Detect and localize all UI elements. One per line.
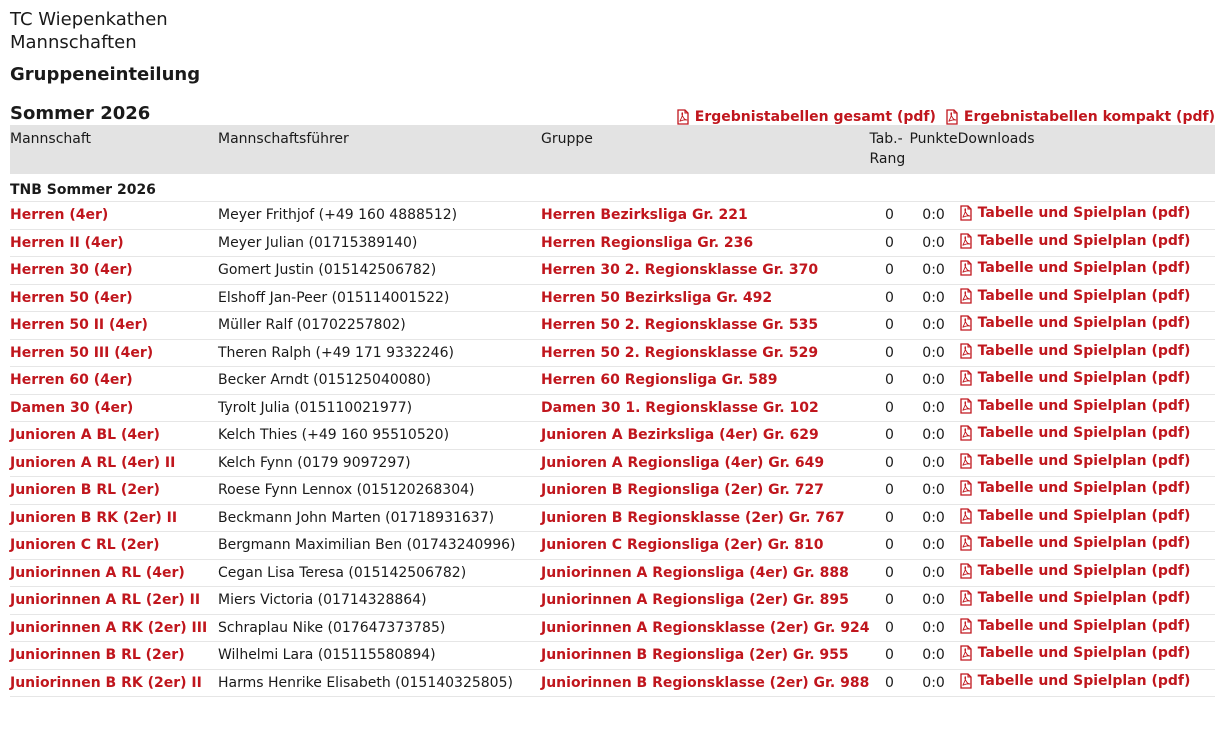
team-cell [10,394,218,422]
download-pdf-label: Tabelle und Spielplan (pdf) [977,590,1191,607]
captain-cell: Tyrolt Julia (015110021977) [218,394,541,422]
pdf-icon [958,535,974,551]
group-link[interactable]: Junioren A Bezirksliga (4er) Gr. 629 [541,427,819,444]
teams-table [10,125,1215,697]
download-pdf-link[interactable] [958,645,1191,661]
captain-cell: Meyer Julian (01715389140) [218,229,541,257]
group-cell [541,504,869,532]
team-cell [10,229,218,257]
group-cell [541,449,869,477]
group-cell [541,422,869,450]
group-link[interactable]: Herren 50 Bezirksliga Gr. 492 [541,289,773,306]
group-cell [541,229,869,257]
captain-cell: Becker Arndt (015125040080) [218,367,541,395]
captain-cell: Kelch Thies (+49 160 95510520) [218,422,541,450]
rank-cell: 0 [869,257,909,285]
download-cell [958,669,1215,697]
pdf-icon [958,398,974,414]
group-link[interactable]: Junioren B Regionsklasse (2er) Gr. 767 [541,509,845,526]
rank-cell: 0 [869,229,909,257]
header-rank-line2: Rang [869,151,906,167]
team-cell [10,339,218,367]
captain-cell: Beckmann John Marten (01718931637) [218,504,541,532]
pdf-icon [958,205,974,221]
download-cell [958,257,1215,285]
captain-cell: Miers Victoria (01714328864) [218,587,541,615]
pdf-icon [944,109,960,125]
group-link[interactable]: Junioren A Regionsliga (4er) Gr. 649 [541,454,825,471]
points-cell: 0:0 [909,477,957,505]
team-cell [10,614,218,642]
results-full-pdf-label: Ergebnistabellen gesamt (pdf) [694,109,936,125]
pdf-icon [958,260,974,276]
header-rank [869,125,909,174]
team-cell [10,449,218,477]
team-cell [10,504,218,532]
captain-cell: Cegan Lisa Teresa (015142506782) [218,559,541,587]
rank-cell: 0 [869,449,909,477]
pdf-icon [958,480,974,496]
table-row [10,202,1215,230]
points-cell: 0:0 [909,449,957,477]
rank-cell: 0 [869,642,909,670]
group-link[interactable]: Juniorinnen B Regionsklasse (2er) Gr. 988 [541,674,870,691]
group-link[interactable]: Damen 30 1. Regionsklasse Gr. 102 [541,399,819,416]
download-cell [958,587,1215,615]
group-cell [541,202,869,230]
captain-cell: Gomert Justin (015142506782) [218,257,541,285]
team-cell [10,202,218,230]
team-cell [10,284,218,312]
rank-cell: 0 [869,669,909,697]
download-pdf-link[interactable] [958,590,1191,606]
download-cell [958,229,1215,257]
team-link[interactable]: Damen 30 (4er) [10,399,134,416]
group-cell [541,532,869,560]
team-cell [10,669,218,697]
download-pdf-label: Tabelle und Spielplan (pdf) [977,260,1191,277]
section-title: Gruppeneinteilung [10,64,201,85]
season-header [10,103,1215,125]
pdf-icon [958,618,974,634]
team-link[interactable]: Junioren A BL (4er) [10,427,160,444]
points-cell: 0:0 [909,559,957,587]
points-cell: 0:0 [909,587,957,615]
team-cell [10,257,218,285]
points-cell: 0:0 [909,394,957,422]
header-rank-line1: Tab.- [869,131,903,147]
download-cell [958,394,1215,422]
download-pdf-link[interactable] [958,315,1191,331]
download-pdf-label: Tabelle und Spielplan (pdf) [977,287,1191,304]
pdf-icon [958,343,974,359]
captain-cell: Theren Ralph (+49 171 9332246) [218,339,541,367]
points-cell: 0:0 [909,312,957,340]
team-link[interactable]: Juniorinnen B RK (2er) II [10,674,202,691]
download-pdf-link[interactable] [958,563,1191,579]
download-pdf-link[interactable] [958,425,1191,441]
points-cell: 0:0 [909,422,957,450]
group-cell [541,587,869,615]
header-points: Punkte [909,125,957,174]
download-pdf-link[interactable] [958,618,1191,634]
header-group: Gruppe [541,125,869,174]
results-compact-pdf-link[interactable] [944,109,1215,125]
points-cell: 0:0 [909,614,957,642]
table-row [10,669,1215,697]
table-row [10,559,1215,587]
download-pdf-label: Tabelle und Spielplan (pdf) [977,232,1191,249]
rank-cell: 0 [869,532,909,560]
team-cell [10,559,218,587]
team-cell [10,532,218,560]
download-pdf-link[interactable] [958,480,1191,496]
download-pdf-label: Tabelle und Spielplan (pdf) [977,397,1191,414]
group-link[interactable]: Herren Regionsliga Gr. 236 [541,234,754,251]
team-link[interactable]: Junioren A RL (4er) II [10,454,176,471]
download-pdf-link[interactable] [958,535,1191,551]
table-row [10,532,1215,560]
table-row [10,449,1215,477]
rank-cell: 0 [869,422,909,450]
download-cell [958,339,1215,367]
download-pdf-label: Tabelle und Spielplan (pdf) [977,535,1191,552]
team-link[interactable]: Junioren B RL (2er) [10,482,160,499]
rank-cell: 0 [869,477,909,505]
pdf-icon [958,370,974,386]
points-cell: 0:0 [909,504,957,532]
captain-cell: Wilhelmi Lara (015115580894) [218,642,541,670]
points-cell: 0:0 [909,257,957,285]
team-link[interactable]: Herren 50 (4er) [10,289,133,306]
download-pdf-link[interactable] [958,233,1191,249]
header-team: Mannschaft [10,125,218,174]
results-compact-pdf-label: Ergebnistabellen kompakt (pdf) [963,109,1215,125]
table-row [10,394,1215,422]
pdf-icon [958,590,974,606]
rank-cell: 0 [869,312,909,340]
download-pdf-label: Tabelle und Spielplan (pdf) [977,370,1191,387]
team-link[interactable]: Juniorinnen A RL (2er) II [10,592,201,609]
download-pdf-link[interactable] [958,453,1191,469]
download-pdf-label: Tabelle und Spielplan (pdf) [977,205,1191,222]
download-pdf-link[interactable] [958,205,1191,221]
download-pdf-label: Tabelle und Spielplan (pdf) [977,562,1191,579]
rank-cell: 0 [869,587,909,615]
download-pdf-label: Tabelle und Spielplan (pdf) [977,645,1191,662]
pdf-icon [958,673,974,689]
table-row [10,367,1215,395]
table-row [10,477,1215,505]
download-pdf-label: Tabelle und Spielplan (pdf) [977,425,1191,442]
table-row [10,614,1215,642]
team-cell [10,642,218,670]
team-link[interactable]: Herren 50 III (4er) [10,344,154,361]
download-pdf-label: Tabelle und Spielplan (pdf) [977,315,1191,332]
download-pdf-link[interactable] [958,260,1191,276]
rank-cell: 0 [869,284,909,312]
group-link[interactable]: Herren 60 Regionsliga Gr. 589 [541,372,778,389]
table-row [10,229,1215,257]
team-link[interactable]: Herren 50 II (4er) [10,317,148,334]
points-cell: 0:0 [909,202,957,230]
download-pdf-link[interactable] [958,398,1191,414]
team-cell [10,367,218,395]
group-link[interactable]: Juniorinnen A Regionsliga (4er) Gr. 888 [541,564,849,581]
table-row [10,422,1215,450]
page-subtitle: Mannschaften [10,32,137,53]
table-row [10,257,1215,285]
pdf-icon [958,508,974,524]
pdf-icon [958,233,974,249]
table-row [10,312,1215,340]
group-cell [541,477,869,505]
team-cell [10,422,218,450]
results-full-pdf-link[interactable] [675,109,936,125]
points-cell: 0:0 [909,284,957,312]
pdf-icon [958,425,974,441]
pdf-icon [675,109,691,125]
group-link[interactable]: Juniorinnen A Regionsklasse (2er) Gr. 924 [541,619,870,636]
download-cell [958,614,1215,642]
download-cell [958,642,1215,670]
download-cell [958,504,1215,532]
group-link[interactable]: Junioren C Regionsliga (2er) Gr. 810 [541,537,824,554]
download-pdf-label: Tabelle und Spielplan (pdf) [977,507,1191,524]
table-row [10,642,1215,670]
group-label: TNB Sommer 2026 [10,174,1215,202]
download-pdf-label: Tabelle und Spielplan (pdf) [977,617,1191,634]
table-row [10,339,1215,367]
captain-cell: Müller Ralf (01702257802) [218,312,541,340]
download-cell [958,284,1215,312]
points-cell: 0:0 [909,229,957,257]
group-cell [541,312,869,340]
group-row [10,174,1215,202]
pdf-links [675,109,1215,125]
team-cell [10,312,218,340]
captain-cell: Bergmann Maximilian Ben (01743240996) [218,532,541,560]
table-row [10,284,1215,312]
group-cell [541,257,869,285]
download-pdf-label: Tabelle und Spielplan (pdf) [977,480,1191,497]
group-cell [541,367,869,395]
captain-cell: Schraplau Nike (017647373785) [218,614,541,642]
download-cell [958,532,1215,560]
team-link[interactable]: Herren 60 (4er) [10,372,133,389]
download-pdf-label: Tabelle und Spielplan (pdf) [977,452,1191,469]
captain-cell: Roese Fynn Lennox (015120268304) [218,477,541,505]
download-pdf-link[interactable] [958,370,1191,386]
pdf-icon [958,563,974,579]
header-captain: Mannschaftsführer [218,125,541,174]
team-link[interactable]: Herren 30 (4er) [10,262,133,279]
rank-cell: 0 [869,614,909,642]
group-link[interactable]: Herren 50 2. Regionsklasse Gr. 535 [541,317,819,334]
download-cell [958,367,1215,395]
table-row [10,587,1215,615]
team-link[interactable]: Herren (4er) [10,207,109,224]
group-cell [541,669,869,697]
points-cell: 0:0 [909,532,957,560]
group-cell [541,339,869,367]
captain-cell: Harms Henrike Elisabeth (015140325805) [218,669,541,697]
group-link[interactable]: Herren 50 2. Regionsklasse Gr. 529 [541,344,819,361]
group-cell [541,559,869,587]
download-cell [958,422,1215,450]
group-link[interactable]: Herren Bezirksliga Gr. 221 [541,207,748,224]
pdf-icon [958,315,974,331]
team-link[interactable]: Juniorinnen A RK (2er) III [10,619,208,636]
club-name: TC Wiepenkathen [10,9,168,30]
rank-cell: 0 [869,394,909,422]
rank-cell: 0 [869,202,909,230]
team-cell [10,587,218,615]
group-link[interactable]: Junioren B Regionsliga (2er) Gr. 727 [541,482,824,499]
table-row [10,504,1215,532]
download-pdf-link[interactable] [958,508,1191,524]
table-header-row [10,125,1215,174]
header-downloads: Downloads [958,125,1215,174]
group-link[interactable]: Juniorinnen A Regionsliga (2er) Gr. 895 [541,592,849,609]
group-link[interactable]: Juniorinnen B Regionsliga (2er) Gr. 955 [541,647,849,664]
rank-cell: 0 [869,367,909,395]
season-title: Sommer 2026 [10,103,151,124]
download-cell [958,477,1215,505]
captain-cell: Meyer Frithjof (+49 160 4888512) [218,202,541,230]
group-link[interactable]: Herren 30 2. Regionsklasse Gr. 370 [541,262,819,279]
team-link[interactable]: Juniorinnen B RL (2er) [10,647,185,664]
group-cell [541,394,869,422]
group-cell [541,284,869,312]
pdf-icon [958,453,974,469]
download-cell [958,449,1215,477]
download-cell [958,559,1215,587]
rank-cell: 0 [869,339,909,367]
rank-cell: 0 [869,504,909,532]
team-link[interactable]: Junioren B RK (2er) II [10,509,178,526]
group-cell [541,642,869,670]
captain-cell: Kelch Fynn (0179 9097297) [218,449,541,477]
team-link[interactable]: Junioren C RL (2er) [10,537,160,554]
points-cell: 0:0 [909,669,957,697]
points-cell: 0:0 [909,642,957,670]
team-link[interactable]: Herren II (4er) [10,234,124,251]
download-pdf-link[interactable] [958,343,1191,359]
group-cell [541,614,869,642]
download-cell [958,202,1215,230]
pdf-icon [958,645,974,661]
rank-cell: 0 [869,559,909,587]
download-pdf-link[interactable] [958,288,1191,304]
download-pdf-link[interactable] [958,673,1191,689]
download-pdf-label: Tabelle und Spielplan (pdf) [977,342,1191,359]
points-cell: 0:0 [909,367,957,395]
download-pdf-label: Tabelle und Spielplan (pdf) [977,672,1191,689]
captain-cell: Elshoff Jan-Peer (015114001522) [218,284,541,312]
team-cell [10,477,218,505]
pdf-icon [958,288,974,304]
team-link[interactable]: Juniorinnen A RL (4er) [10,564,185,581]
points-cell: 0:0 [909,339,957,367]
download-cell [958,312,1215,340]
